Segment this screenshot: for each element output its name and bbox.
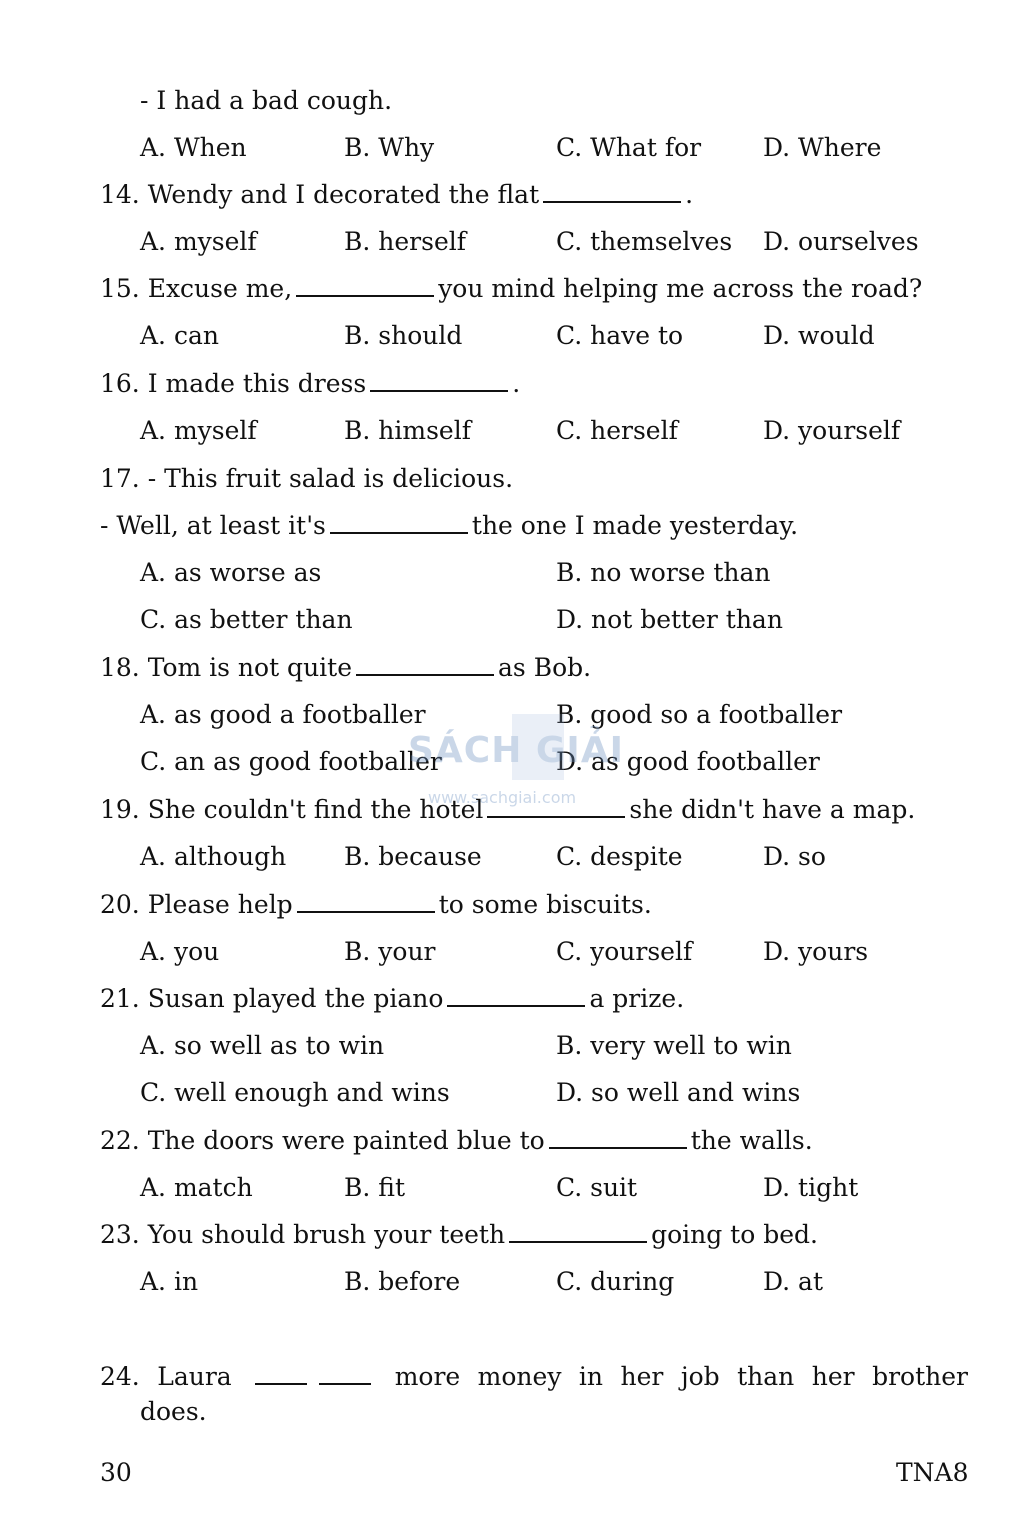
q14-question: [100, 180, 693, 210]
q20-option-b: B. your: [344, 937, 436, 966]
page-number: 30: [100, 1458, 132, 1487]
q22-question: [100, 1126, 813, 1156]
q24-continuation: does.: [140, 1397, 207, 1426]
q24-question: [100, 1362, 968, 1392]
q18-text: 18. Tom is not quite: [100, 653, 353, 682]
q14-option-c: C. themselves: [556, 227, 733, 256]
q14-option-d: D. ourselves: [763, 227, 919, 256]
watermark-url: www.sachgiai.com: [428, 788, 577, 807]
q14-text: 14. Wendy and I decorated the flat: [100, 180, 540, 209]
q23-question: [100, 1220, 818, 1250]
q15-option-b: B. should: [344, 321, 463, 350]
q17-option-a: A. as worse as: [140, 558, 322, 587]
q14-option-b: B. herself: [344, 227, 466, 256]
q19-option-a: A. although: [140, 842, 287, 871]
q24-text: 24. Laura: [100, 1362, 232, 1391]
q22-option-a: A. match: [140, 1173, 253, 1202]
q24-text-after: more money in her job than her brother: [394, 1362, 968, 1391]
q16-text-after: .: [512, 369, 521, 398]
book-code: TNA8: [896, 1458, 969, 1487]
q19-text-after: she didn't have a map.: [629, 795, 916, 824]
q14-option-a: A. myself: [140, 227, 257, 256]
q16-option-d: D. yourself: [763, 416, 901, 445]
q18-text-after: as Bob.: [498, 653, 592, 682]
q16-text: 16. I made this dress: [100, 369, 367, 398]
q13-option-a: A. When: [140, 133, 247, 162]
q23-option-b: B. before: [344, 1267, 461, 1296]
q19-blank: [487, 796, 625, 818]
q20-option-c: C. yourself: [556, 937, 693, 966]
q15-option-c: C. have to: [556, 321, 684, 350]
q23-option-d: D. at: [763, 1267, 823, 1296]
q24-blank-2: [319, 1363, 371, 1385]
q23-option-a: A. in: [140, 1267, 199, 1296]
q21-option-c: C. well enough and wins: [140, 1078, 450, 1107]
q20-blank: [297, 891, 435, 913]
q21-option-b: B. very well to win: [556, 1031, 792, 1060]
q17-option-c: C. as better than: [140, 605, 353, 634]
q18-option-d: D. as good footballer: [556, 747, 820, 776]
q23-text: 23. You should brush your teeth: [100, 1220, 506, 1249]
q19-option-c: C. despite: [556, 842, 683, 871]
q24-blank-1: [255, 1363, 307, 1385]
q21-option-d: D. so well and wins: [556, 1078, 801, 1107]
q16-option-c: C. herself: [556, 416, 678, 445]
q22-text-after: the walls.: [690, 1126, 813, 1155]
q18-option-c: C. an as good footballer: [140, 747, 442, 776]
q17-text-after: the one I made yesterday.: [471, 511, 799, 540]
q20-text-after: to some biscuits.: [438, 890, 652, 919]
q19-option-d: D. so: [763, 842, 826, 871]
q19-question: [100, 795, 915, 825]
q18-blank: [356, 654, 494, 676]
q23-text-after: going to bed.: [651, 1220, 818, 1249]
q14-blank: [543, 181, 681, 203]
q21-text-after: a prize.: [589, 984, 685, 1013]
q20-option-a: A. you: [140, 937, 220, 966]
q21-blank: [447, 985, 585, 1007]
q16-option-b: B. himself: [344, 416, 471, 445]
q17-option-b: B. no worse than: [556, 558, 771, 587]
q17-option-d: D. not better than: [556, 605, 783, 634]
q15-option-a: A. can: [140, 321, 219, 350]
q15-text-after: you mind helping me across the road?: [438, 274, 923, 303]
q15-blank: [296, 275, 434, 297]
q17-text: - Well, at least it's: [100, 511, 326, 540]
watermark-brand: SÁCH GIẢI: [408, 730, 625, 771]
q13-option-b: B. Why: [344, 133, 435, 162]
q16-option-a: A. myself: [140, 416, 257, 445]
q20-question: [100, 890, 652, 920]
q19-text: 19. She couldn't find the hotel: [100, 795, 484, 824]
q15-option-d: D. would: [763, 321, 875, 350]
q22-text: 22. The doors were painted blue to: [100, 1126, 545, 1155]
q19-option-b: B. because: [344, 842, 482, 871]
q17-reply: [100, 511, 798, 541]
q17-blank: [330, 512, 468, 534]
q13-answer-line: - I had a bad cough.: [140, 86, 393, 115]
q18-question: [100, 653, 591, 683]
q16-blank: [370, 370, 508, 392]
q23-blank: [509, 1221, 647, 1243]
q14-text-after: .: [685, 180, 694, 209]
q15-text: 15. Excuse me,: [100, 274, 293, 303]
q21-text: 21. Susan played the piano: [100, 984, 444, 1013]
q21-option-a: A. so well as to win: [140, 1031, 385, 1060]
q18-option-a: A. as good a footballer: [140, 700, 426, 729]
q20-option-d: D. yours: [763, 937, 869, 966]
q23-option-c: C. during: [556, 1267, 675, 1296]
q22-option-b: B. fit: [344, 1173, 405, 1202]
q13-option-c: C. What for: [556, 133, 702, 162]
q15-question: [100, 274, 922, 304]
q22-option-d: D. tight: [763, 1173, 859, 1202]
q17-question: 17. - This fruit salad is delicious.: [100, 464, 514, 493]
q13-option-d: D. Where: [763, 133, 882, 162]
q22-option-c: C. suit: [556, 1173, 638, 1202]
q18-option-b: B. good so a footballer: [556, 700, 843, 729]
q21-question: [100, 984, 684, 1014]
q22-blank: [549, 1127, 687, 1149]
q20-text: 20. Please help: [100, 890, 293, 919]
q16-question: [100, 369, 520, 399]
